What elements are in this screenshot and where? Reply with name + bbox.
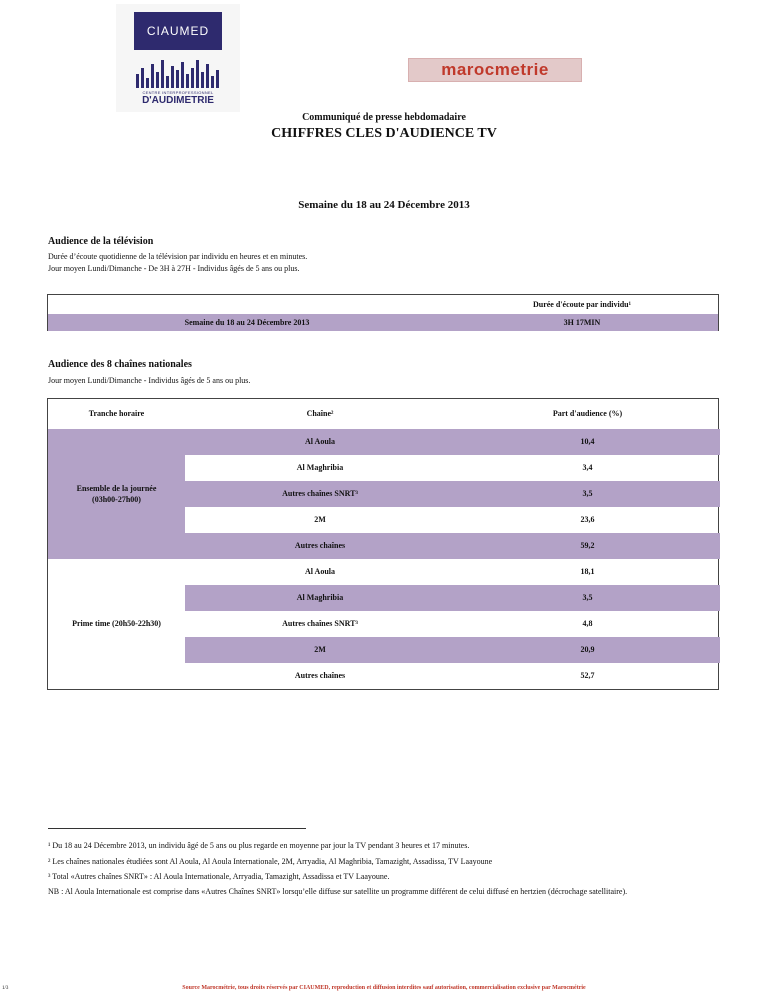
channel-name: Autres chaînes SNRT³ [282,619,358,628]
viewing-time-table [47,294,719,331]
footnote-3: ³ Total «Autres chaînes SNRT» : Al Aoula Internationale, Arryadia, Tamazight, Assadissa et TV Laayoune. [48,872,390,881]
audience-share: 20,9 [580,645,595,654]
col-header-tranche: Tranche horaire [88,409,145,418]
ciaumed-logo-subtitle: CENTRE INTERPROFESSIONNEL [142,90,214,95]
week-heading: Semaine du 18 au 24 Décembre 2013 [298,199,470,211]
page-title: CHIFFRES CLES D'AUDIENCE TV [271,126,497,141]
channel-name: Al Maghribia [296,593,344,602]
channel-name: 2M [314,515,326,524]
channel-name: 2M [314,645,326,654]
audience-share: 3,5 [582,489,593,498]
press-release-kicker: Communiqué de presse hebdomadaire [302,112,466,123]
channels-audience-title: Audience des 8 chaînes nationales [48,359,192,370]
copyright-footer: Source Marocmétrie, tous droits réservés par CIAUMED, reproduction et diffusion interdites sauf autorisation, commercialisation exclusive par Marocmétrie [182,985,586,991]
channel-name: Al Aoula [304,567,335,576]
table-row [185,637,720,663]
channel-share-table [47,398,719,690]
col-header-chaine: Chaîne² [306,409,334,418]
audience-share: 59,2 [580,541,595,550]
channel-name: Al Aoula [304,437,335,446]
col-header-part: Part d'audience (%) [552,409,623,418]
ciaumed-logo-subtitle2: D'AUDIMETRIE [142,95,214,106]
ciaumed-logo-bars [134,58,222,88]
channel-name: Autres chaînes [294,541,346,550]
table-row [185,455,720,481]
ciaumed-logo-name: CIAUMED [134,12,222,50]
table-row [185,481,720,507]
footnote-2: ² Les chaînes nationales étudiées sont Al Aoula, Al Aoula Internationale, 2M, Arryadia, Al Maghribia, Tamazight, Assadissa, TV Laayoune [48,857,493,866]
channel-name: Autres chaînes SNRT³ [282,489,358,498]
group-full-day [48,429,185,559]
channels-audience-desc: Jour moyen Lundi/Dimanche - Individus âgés de 5 ans ou plus. [48,376,251,385]
ciaumed-logo [116,4,240,112]
table-row [185,429,720,455]
footnote-divider [48,828,306,829]
audience-share: 4,8 [582,619,593,628]
tv-audience-desc-line2: Jour moyen Lundi/Dimanche - De 3H à 27H - Individus âgés de 5 ans ou plus. [48,264,300,273]
table-row [185,611,720,637]
table-row [185,559,720,585]
viewing-time-row-value: 3H 17MIN [563,318,601,327]
tv-audience-desc-line1: Durée d’écoute quotidienne de la télévision par individu en heures et en minutes. [48,252,308,261]
audience-share: 23,6 [580,515,595,524]
audience-share: 52,7 [580,671,595,680]
audience-share: 3,5 [582,593,593,602]
audience-share: 18,1 [580,567,595,576]
audience-share: 3,4 [582,463,593,472]
viewing-time-row-label: Semaine du 18 au 24 Décembre 2013 [184,318,310,327]
footnote-nb: NB : Al Aoula Internationale est comprise dans «Autres Chaînes SNRT» lorsqu’elle diffuse sur satellite un programme différent de celui diffusé en hertzien (décrochage satellitaire). [48,887,628,896]
table-row [185,507,720,533]
page-number: 1/3 [2,986,9,991]
audience-share: 10,4 [580,437,595,446]
group-prime-time [48,559,185,689]
viewing-time-header-row [48,295,718,314]
channel-name: Autres chaînes [294,671,346,680]
table-row [185,663,720,689]
channel-name: Al Maghribia [296,463,344,472]
viewing-time-col-header: Durée d'écoute par individu¹ [532,300,632,309]
group-label-line1: Prime time (20h50-22h30) [72,619,161,628]
footnote-1: ¹ Du 18 au 24 Décembre 2013, un individu âgé de 5 ans ou plus regarde en moyenne par jour la TV pendant 3 heures et 17 minutes. [48,841,470,850]
marocmetrie-logo: marocmetrie [408,58,582,82]
table-row [185,585,720,611]
group-label-line1: Ensemble de la journée [76,484,157,493]
table-row [48,314,718,331]
table-row [185,533,720,559]
group-label-line2: (03h00-27h00) [92,495,141,504]
tv-audience-title: Audience de la télévision [48,236,154,247]
